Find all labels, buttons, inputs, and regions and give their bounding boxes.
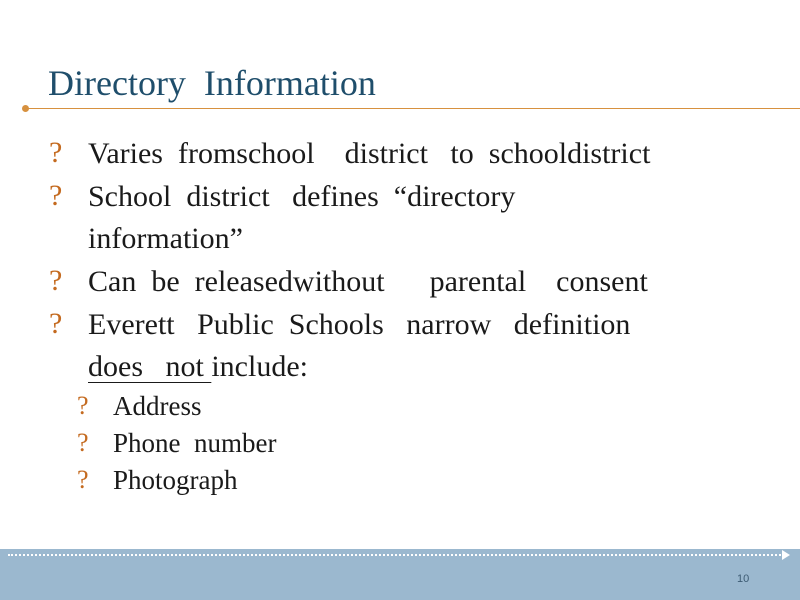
footer-dotted-line	[8, 554, 784, 556]
question-mark-bullet-icon: ?	[77, 391, 89, 420]
bullet-item-continuation	[88, 350, 308, 384]
question-mark-bullet-icon: ?	[49, 136, 63, 169]
question-mark-bullet-icon: ?	[77, 428, 89, 457]
bullet-item: Everett Public Schools narrow definition	[88, 308, 631, 341]
bullet-item: Varies fromschool district to schooldistrict	[88, 137, 651, 170]
sub-bullet-item: Address	[113, 391, 202, 421]
footer-band	[0, 549, 800, 600]
bullet-item-continuation: information”	[88, 222, 243, 255]
sub-bullet-item: Phone number	[113, 428, 277, 458]
slide-title: Directory Information	[48, 63, 376, 103]
sub-bullet-item: Photograph	[113, 465, 238, 495]
question-mark-bullet-icon: ?	[77, 465, 89, 494]
bullet-item: School district defines “directory	[88, 180, 516, 213]
question-mark-bullet-icon: ?	[49, 179, 63, 212]
underlined-text: does not	[88, 350, 212, 383]
question-mark-bullet-icon: ?	[49, 307, 63, 340]
bullet-item: Can be releasedwithout parental consent	[88, 265, 648, 298]
bullet-text: include:	[211, 350, 308, 383]
footer-arrow-icon	[782, 550, 790, 560]
question-mark-bullet-icon: ?	[49, 264, 63, 297]
page-number: 10	[737, 573, 750, 585]
